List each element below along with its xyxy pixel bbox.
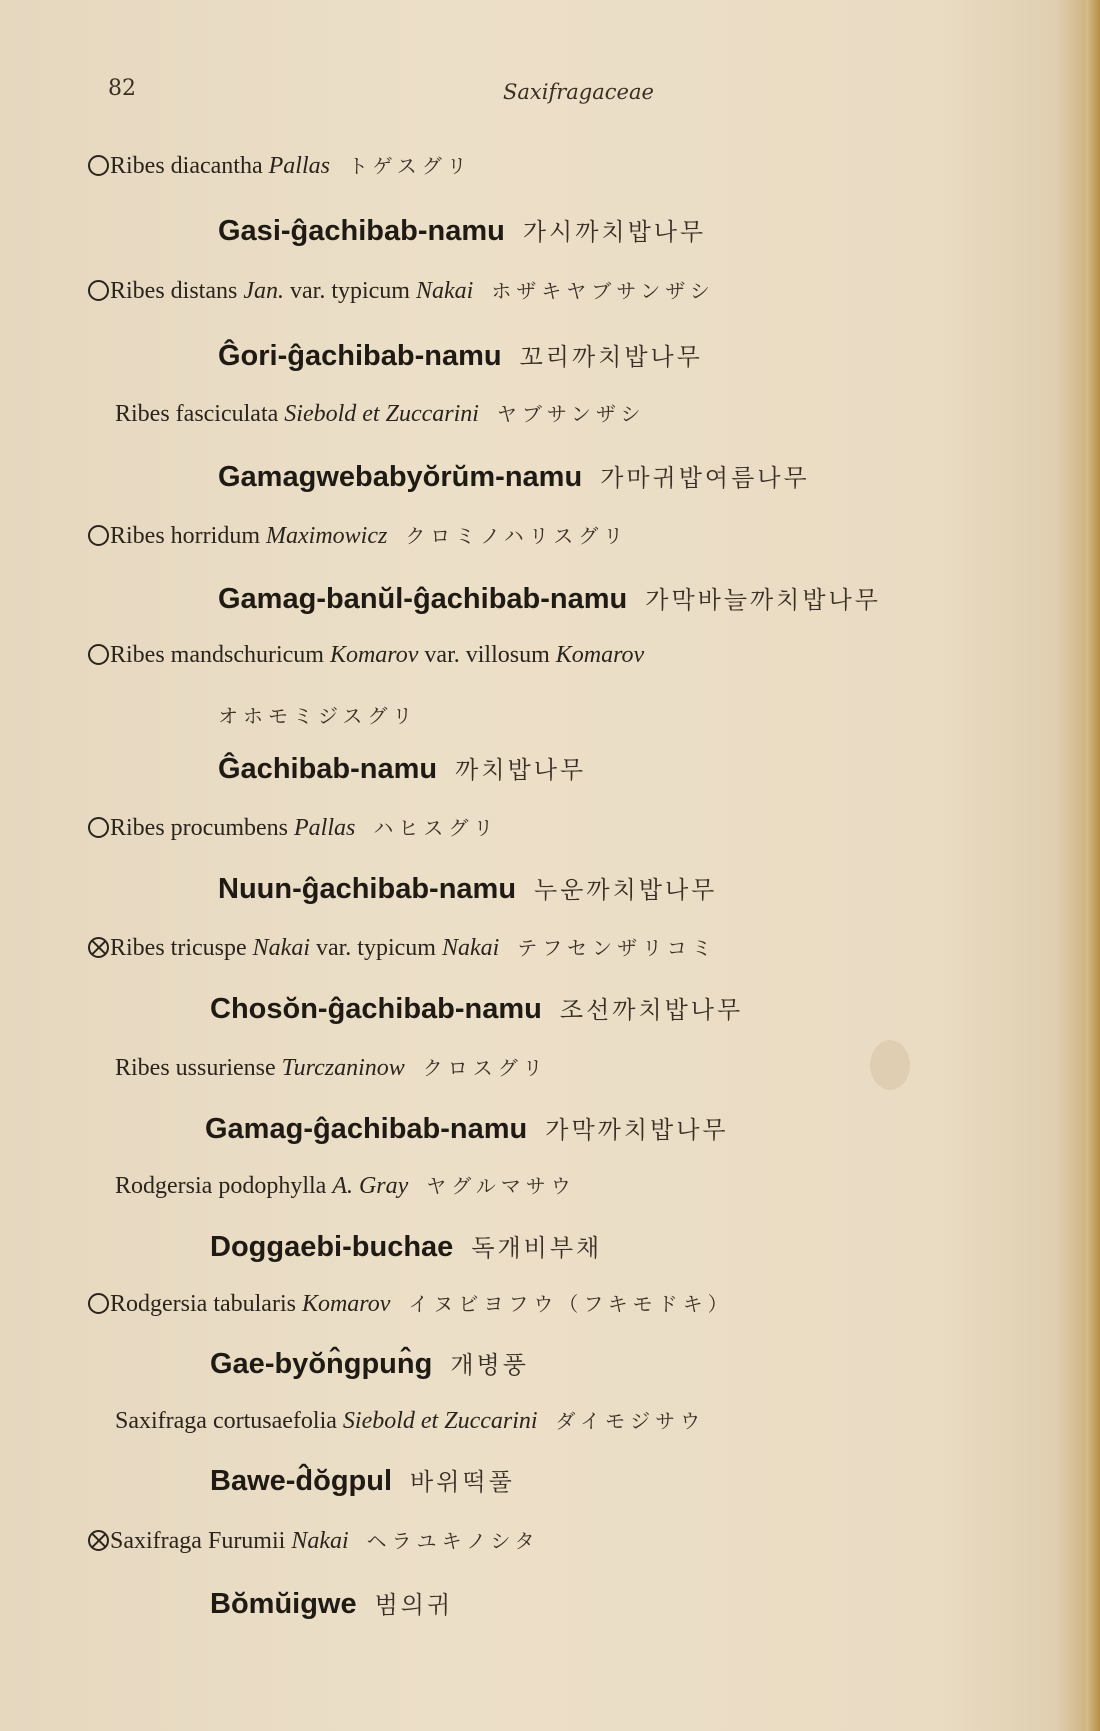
korean-romanized: Doggaebi-buchae	[210, 1231, 454, 1263]
species-line	[88, 932, 717, 962]
korean-romanized: Gae-byŏn̂gpun̂g	[210, 1348, 433, 1380]
genus: Ribes	[110, 642, 165, 668]
authority: Komarov	[329, 642, 419, 668]
genus: Ribes	[110, 815, 165, 841]
authority: Pallas	[293, 815, 356, 841]
korean-name-line	[210, 1228, 602, 1264]
variety: var. typicum	[315, 935, 436, 961]
korean-romanized: Gasi-ĝachibab-namu	[218, 215, 505, 247]
korean-romanized: Gamagwebabyŏrŭm-namu	[218, 461, 583, 493]
genus: Ribes	[110, 153, 165, 179]
japanese-name: クロスグリ	[422, 1056, 548, 1080]
hangul-name: 개병풍	[450, 1351, 529, 1379]
hangul-name: 가마귀밥여름나무	[600, 464, 810, 492]
species: distans	[170, 278, 238, 304]
species: podophylla	[218, 1173, 327, 1199]
hangul-name: 조선까치밥나무	[559, 996, 744, 1024]
hangul-name: 가막바늘까치밥나무	[645, 586, 881, 614]
japanese-name: ホザキヤブサンザシ	[491, 279, 715, 303]
korean-romanized: Ĝachibab-namu	[218, 753, 438, 785]
korean-name-line	[218, 337, 703, 373]
genus: Saxifraga	[110, 1528, 202, 1554]
hangul-name: 누운까치밥나무	[534, 876, 718, 904]
variety: var. villosum	[424, 642, 550, 668]
hangul-name: 까치밥나무	[455, 756, 587, 784]
authority: Komarov	[301, 1291, 391, 1317]
circle-mark-icon	[88, 644, 109, 665]
korean-romanized: Bawe-d̂ŏgpul	[210, 1465, 393, 1497]
korean-romanized: Gamag-banŭl-ĝachibab-namu	[218, 583, 628, 615]
hangul-name: 독개비부채	[471, 1234, 603, 1262]
korean-name-line	[218, 212, 706, 248]
species: ussuriense	[175, 1055, 276, 1081]
crossed-circle-mark-icon	[88, 1530, 109, 1551]
species: cortusaefolia	[212, 1408, 337, 1434]
crossed-circle-mark-icon	[88, 937, 109, 958]
japanese-name: ハヒスグリ	[373, 816, 499, 840]
hangul-name: 가시까치밥나무	[522, 218, 707, 246]
genus: Ribes	[110, 278, 165, 304]
korean-romanized: Nuun-ĝachibab-namu	[218, 873, 517, 905]
japanese-name: トゲスグリ	[347, 154, 472, 178]
korean-romanized: Chosŏn-ĝachibab-namu	[210, 993, 542, 1025]
variety: var. typicum	[290, 278, 410, 304]
korean-name-line	[205, 1110, 729, 1146]
authority: Pallas	[268, 153, 330, 179]
korean-name-line	[218, 870, 717, 906]
korean-name-line	[218, 458, 810, 494]
korean-name-line	[210, 1585, 453, 1621]
hangul-name: 가막까치밥나무	[545, 1116, 729, 1144]
variety-authority: Komarov	[555, 642, 645, 668]
genus: Ribes	[115, 401, 170, 427]
korean-name-line	[210, 990, 743, 1026]
genus: Ribes	[115, 1055, 170, 1081]
circle-mark-icon	[88, 280, 109, 301]
species: mandschuricum	[170, 642, 324, 668]
japanese-name: オホモミジスグリ	[218, 704, 418, 728]
authority: A. Gray	[332, 1173, 409, 1199]
authority: Nakai	[291, 1528, 349, 1554]
species-line	[115, 1052, 548, 1082]
korean-romanized: Gamag-ĝachibab-namu	[205, 1113, 528, 1145]
japanese-name: ヤブサンザシ	[496, 402, 646, 426]
species-line	[88, 1525, 540, 1555]
variety-authority: Nakai	[415, 278, 474, 304]
authority: Nakai	[252, 935, 310, 961]
page-number: 82	[108, 76, 136, 101]
korean-name-line	[210, 1345, 529, 1381]
genus: Rodgersia	[115, 1173, 213, 1199]
korean-romanized: Bŏmŭigwe	[210, 1588, 357, 1620]
species-line	[88, 1288, 733, 1318]
japanese-name: ヘラユキノシタ	[366, 1529, 540, 1553]
circle-mark-icon	[88, 525, 109, 546]
species: diacantha	[170, 153, 263, 179]
japanese-name: ヤグルマサウ	[426, 1174, 576, 1198]
authority: Turczaninow	[281, 1055, 405, 1081]
species: Furumii	[207, 1528, 286, 1554]
page-edge	[1086, 0, 1100, 1731]
species: fasciculata	[175, 401, 279, 427]
species-line	[115, 398, 646, 428]
species: tricuspe	[170, 935, 247, 961]
species: horridum	[170, 523, 260, 549]
species-line	[88, 150, 472, 180]
korean-name-line	[218, 580, 881, 616]
variety-authority: Nakai	[441, 935, 500, 961]
species-line	[88, 520, 628, 550]
korean-name-line	[218, 750, 586, 786]
paper-stain	[870, 1040, 910, 1090]
korean-romanized: Ĝori-ĝachibab-namu	[218, 340, 502, 372]
japanese-name: ダイモジサウ	[555, 1409, 706, 1433]
genus: Ribes	[110, 523, 165, 549]
authority: Maximowicz	[266, 523, 388, 549]
species-line	[115, 1170, 576, 1200]
korean-name-line	[210, 1462, 515, 1498]
hangul-name: 범의귀	[374, 1591, 454, 1619]
hangul-name: 꼬리까치밥나무	[519, 343, 703, 371]
hangul-name: 바위떡풀	[410, 1468, 515, 1496]
species-line	[115, 1405, 705, 1435]
running-title: Saxifragaceae	[503, 80, 654, 104]
species-line	[88, 642, 644, 669]
authority: Siebold et Zuccarini	[284, 401, 479, 427]
species-line	[88, 275, 715, 305]
species: tabularis	[213, 1291, 296, 1317]
circle-mark-icon	[88, 155, 109, 176]
circle-mark-icon	[88, 1293, 109, 1314]
japanese-name: テフセンザリコミ	[517, 936, 717, 960]
genus: Saxifraga	[115, 1408, 207, 1434]
genus: Rodgersia	[110, 1291, 208, 1317]
authority: Siebold et Zuccarini	[342, 1408, 538, 1434]
species: procumbens	[170, 815, 288, 841]
genus: Ribes	[110, 935, 165, 961]
species-line	[88, 812, 498, 842]
japanese-name: クロミノハリスグリ	[405, 524, 629, 548]
authority: Jan.	[243, 278, 284, 304]
japanese-name: イヌビヨフウ（フキモドキ）	[408, 1292, 733, 1316]
circle-mark-icon	[88, 817, 109, 838]
